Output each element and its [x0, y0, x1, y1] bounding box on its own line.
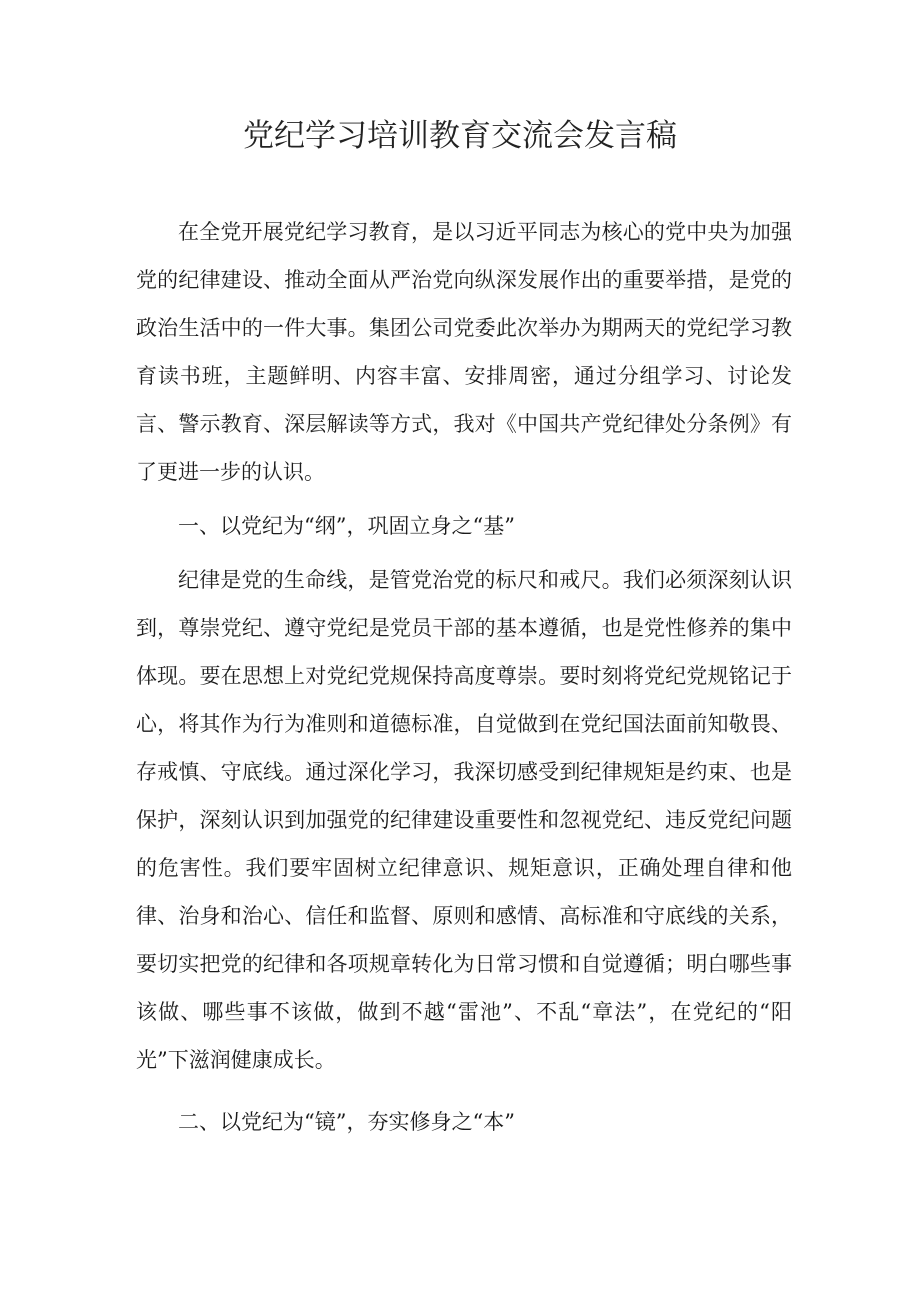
section-2-heading: 二、以党纪为“镜”，夯实修身之“本”	[178, 1110, 515, 1134]
document-title: 党纪学习培训教育交流会发言稿	[243, 118, 677, 154]
spacer	[136, 1084, 792, 1098]
section-1-paragraph: 纪律是党的生命线，是管党治党的标尺和戒尺。我们必须深刻认识到，尊崇党纪、遵守党纪是党员干部的基本遵循，也是党性修养的集中体现。要在思想上对党纪党规保持高度尊崇。要时刻将党纪党规铭记于心，将其作为行为准则和道德标准，自觉做到在党纪国法面前知敬畏、存戒慎、守底线。通过深化学习，我深切感受到纪律规矩是约束、也是保护，深刻认识到加强党的纪律建设重要性和忽视党纪、违反党纪问题的危害性。我们要牢固树立纪律意识、规矩意识，正确处理自律和他律、治身和治心、信任和监督、原则和感情、高标准和守底线的关系，要切实把党的纪律和各项规章转化为日常习惯和自觉遵循；明白哪些事该做、哪些事不该做，做到不越“雷池”、不乱“章法”，在党纪的“阳光”下滋润健康成长。	[136, 568, 792, 1072]
section-1-heading: 一、以党纪为“纲”，巩固立身之“基”	[178, 514, 515, 538]
intro-paragraph: 在全党开展党纪学习教育，是以习近平同志为核心的党中央为加强党的纪律建设、推动全面从严治党向纵深发展作出的重要举措，是党的政治生活中的一件大事。集团公司党委此次举办为期两天的党纪学习教育读书班，主题鲜明、内容丰富、安排周密，通过分组学习、讨论发言、警示教育、深层解读等方式，我对《中国共产党纪律处分条例》有了更进一步的认识。	[136, 220, 792, 484]
document-body	[136, 208, 792, 1146]
